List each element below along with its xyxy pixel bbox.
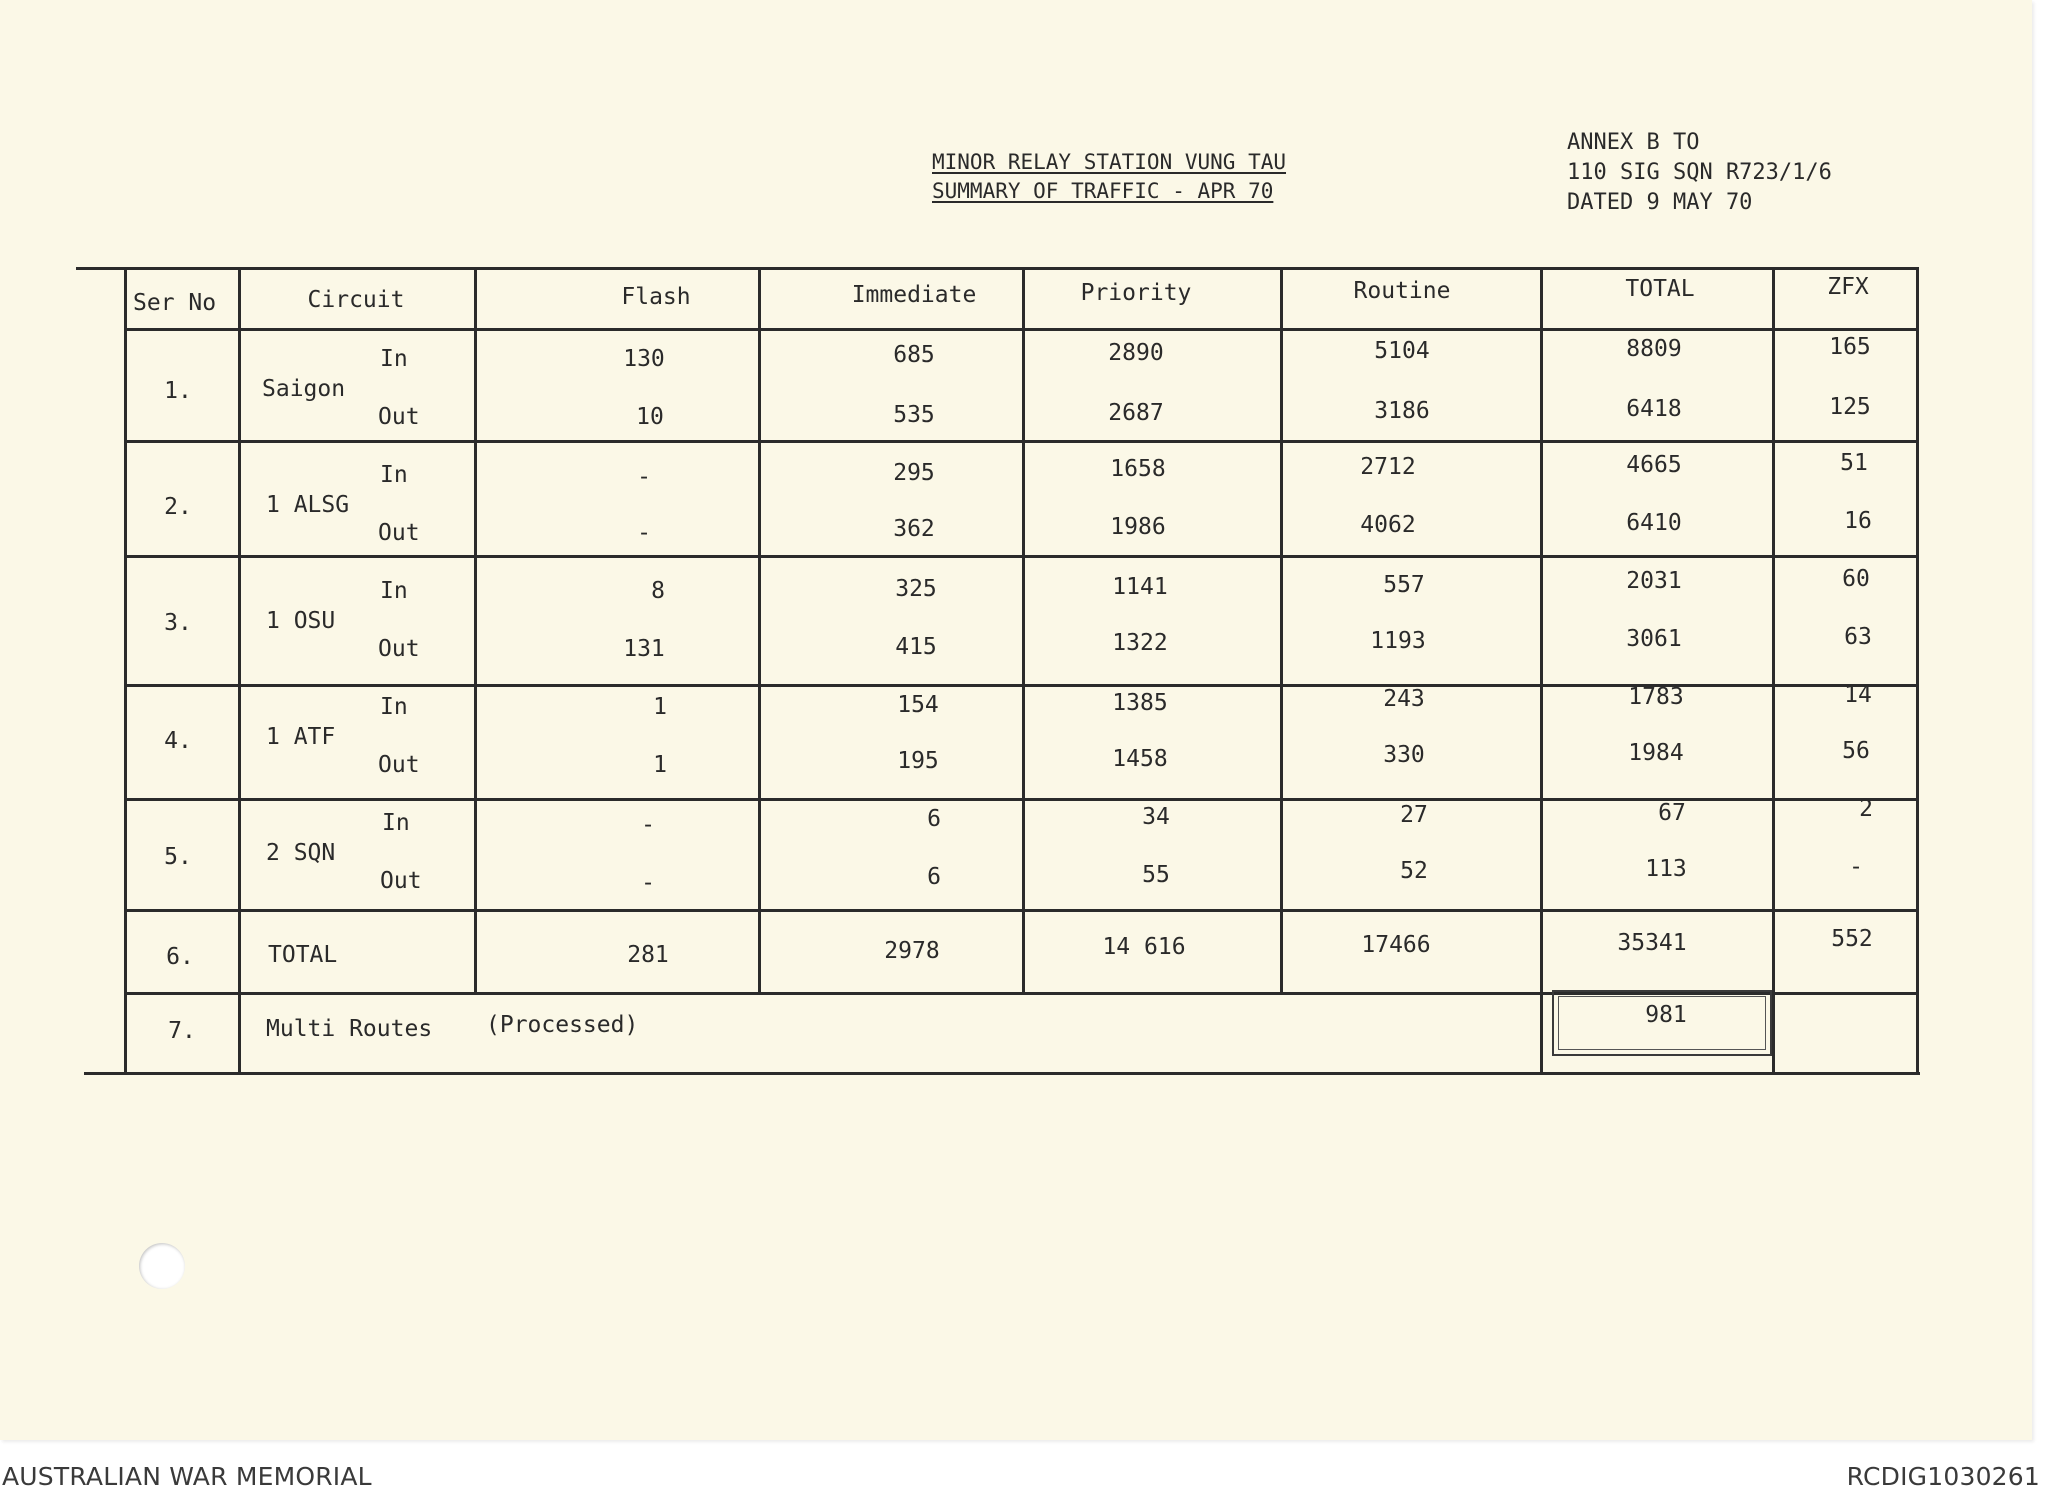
cell-flash: - — [641, 812, 655, 838]
cell-immediate: 362 — [893, 516, 935, 542]
document-title — [932, 148, 1286, 206]
cell-immediate: 6 — [927, 864, 941, 890]
multi-row-note: (Processed) — [486, 1012, 639, 1038]
total-priority: 14 616 — [1102, 934, 1186, 960]
cell-priority: 2687 — [1108, 400, 1164, 426]
cell-immediate: 325 — [895, 576, 937, 602]
table-row-ser: 1. — [164, 378, 192, 404]
out-label: Out — [380, 868, 422, 894]
header-circuit: Circuit — [307, 287, 405, 313]
cell-flash: 8 — [651, 578, 665, 604]
out-label: Out — [378, 752, 420, 778]
table-row-ser: 5. — [164, 844, 192, 870]
cell-total: 3061 — [1626, 626, 1682, 652]
cell-routine: 330 — [1383, 742, 1425, 768]
footer-archive-name: AUSTRALIAN WAR MEMORIAL — [2, 1462, 372, 1491]
cell-zfx: 2 — [1859, 796, 1873, 822]
cell-zfx: 125 — [1829, 394, 1871, 420]
out-label: Out — [378, 404, 420, 430]
cell-priority: 1385 — [1112, 690, 1168, 716]
cell-routine: 1193 — [1370, 628, 1426, 654]
total-total: 35341 — [1617, 930, 1687, 956]
table-row-circuit: 2 SQN — [266, 840, 336, 866]
cell-total: 1783 — [1628, 684, 1684, 710]
header-ser-no: Ser No — [133, 290, 217, 316]
cell-routine: 2712 — [1360, 454, 1416, 480]
table-row-circuit: Saigon — [262, 376, 346, 402]
punch-hole — [139, 1243, 185, 1289]
header-routine: Routine — [1353, 278, 1451, 304]
table-row-ser: 3. — [164, 610, 192, 636]
cell-immediate: 195 — [897, 748, 939, 774]
cell-priority: 1458 — [1112, 746, 1168, 772]
cell-zfx: 16 — [1844, 508, 1872, 534]
cell-routine: 27 — [1400, 802, 1428, 828]
multi-row-label: Multi Routes — [266, 1016, 433, 1042]
out-label: Out — [378, 520, 420, 546]
total-flash: 281 — [627, 942, 669, 968]
table-row-circuit: 1 ATF — [266, 724, 336, 750]
cell-routine: 5104 — [1374, 338, 1430, 364]
title-line-1: MINOR RELAY STATION VUNG TAU — [932, 150, 1287, 174]
cell-flash: 131 — [623, 636, 665, 662]
cell-flash: - — [637, 464, 651, 490]
annex-line-2: 110 SIG SQN R723/1/6 — [1567, 160, 1832, 185]
cell-routine: 243 — [1383, 686, 1425, 712]
cell-zfx: 63 — [1844, 624, 1872, 650]
cell-zfx: 60 — [1842, 566, 1870, 592]
cell-immediate: 685 — [893, 342, 935, 368]
cell-routine: 4062 — [1360, 512, 1416, 538]
cell-zfx: 56 — [1842, 738, 1870, 764]
cell-flash: 1 — [653, 694, 667, 720]
cell-zfx: 165 — [1829, 334, 1871, 360]
out-label: Out — [378, 636, 420, 662]
annex-line-3: DATED 9 MAY 70 — [1567, 190, 1753, 215]
cell-flash: 10 — [636, 404, 664, 430]
cell-priority: 2890 — [1108, 340, 1164, 366]
table-row-ser: 4. — [164, 728, 192, 754]
header-immediate: Immediate — [851, 282, 977, 308]
cell-routine: 557 — [1383, 572, 1425, 598]
total-routine: 17466 — [1361, 932, 1431, 958]
cell-total: 1984 — [1628, 740, 1684, 766]
in-label: In — [380, 346, 408, 372]
in-label: In — [380, 462, 408, 488]
cell-priority: 1658 — [1110, 456, 1166, 482]
footer-reference-id: RCDIG1030261 — [1846, 1462, 2040, 1491]
cell-immediate: 415 — [895, 634, 937, 660]
in-label: In — [382, 810, 410, 836]
annex-line-1: ANNEX B TO — [1567, 130, 1700, 155]
cell-zfx: 14 — [1844, 682, 1872, 708]
header-zfx: ZFX — [1827, 274, 1869, 300]
cell-total: 67 — [1658, 800, 1686, 826]
table-row-circuit: 1 OSU — [266, 608, 336, 634]
cell-total: 6418 — [1626, 396, 1682, 422]
total-row-ser: 6. — [166, 944, 194, 970]
cell-total: 6410 — [1626, 510, 1682, 536]
cell-flash: 130 — [623, 346, 665, 372]
cell-priority: 1322 — [1112, 630, 1168, 656]
header-total: TOTAL — [1625, 276, 1695, 302]
cell-total: 8809 — [1626, 336, 1682, 362]
table-row-circuit: 1 ALSG — [266, 492, 350, 518]
cell-priority: 1141 — [1112, 574, 1168, 600]
cell-flash: - — [641, 870, 655, 896]
in-label: In — [380, 578, 408, 604]
cell-immediate: 154 — [897, 692, 939, 718]
multi-total: 981 — [1645, 1002, 1687, 1028]
header-priority: Priority — [1080, 280, 1192, 306]
cell-immediate: 295 — [893, 460, 935, 486]
in-label: In — [380, 694, 408, 720]
cell-routine: 52 — [1400, 858, 1428, 884]
cell-priority: 34 — [1142, 804, 1170, 830]
table-row-ser: 2. — [164, 494, 192, 520]
cell-total: 4665 — [1626, 452, 1682, 478]
cell-priority: 1986 — [1110, 514, 1166, 540]
title-line-2: SUMMARY OF TRAFFIC - APR 70 — [932, 179, 1274, 203]
header-flash: Flash — [621, 284, 691, 310]
total-immediate: 2978 — [884, 938, 940, 964]
cell-total: 113 — [1645, 856, 1687, 882]
cell-immediate: 535 — [893, 402, 935, 428]
cell-routine: 3186 — [1374, 398, 1430, 424]
annex-reference — [1567, 128, 1832, 218]
total-zfx: 552 — [1831, 926, 1873, 952]
cell-flash: 1 — [653, 752, 667, 778]
cell-flash: - — [637, 520, 651, 546]
cell-priority: 55 — [1142, 862, 1170, 888]
cell-zfx: - — [1849, 854, 1863, 880]
cell-zfx: 51 — [1840, 450, 1868, 476]
cell-total: 2031 — [1626, 568, 1682, 594]
multi-row-ser: 7. — [168, 1018, 196, 1044]
cell-immediate: 6 — [927, 806, 941, 832]
total-row-label: TOTAL — [268, 942, 338, 968]
